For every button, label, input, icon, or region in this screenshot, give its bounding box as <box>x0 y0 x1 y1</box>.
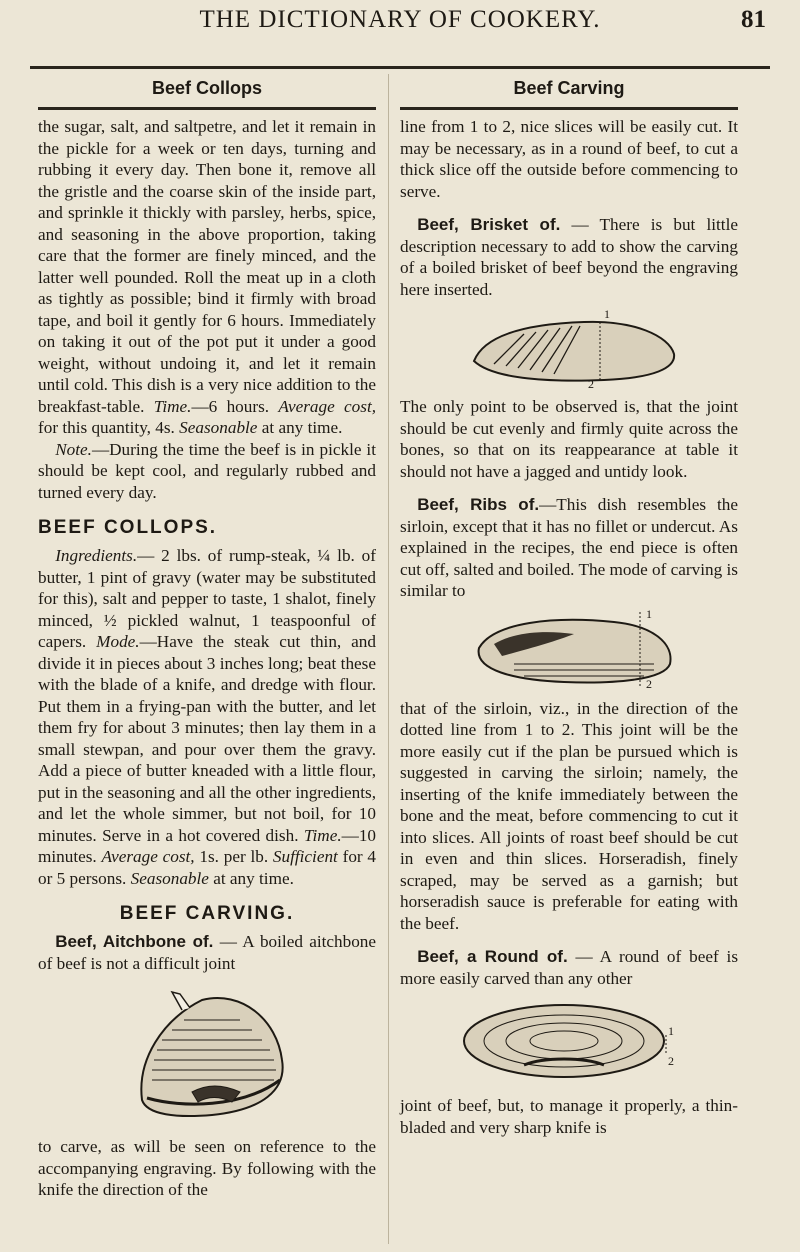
running-title: THE DICTIONARY OF COOKERY. <box>199 6 601 33</box>
left-column-heading: Beef Collops <box>151 78 262 98</box>
page-header <box>30 6 770 68</box>
collops-ingredients: Ingredients.— 2 lbs. of rump-steak, ¼ lb. of butter, 1 pint of gravy (water may be substituted for this), salt and pepper to taste, 1 shalot, finely minced, ½ pickled walnut, 1 teaspoonful of capers. Mode.—Have the steak cut thin, and divide it in pieces about 3 inches long; beat these with the blade of a knife, and dredge with flour. Put them in a frying-pan with the butter, and let them fry for about 3 minutes; then lay them in a small stewpan, and pour over them the gravy. Add a piece of butter kneaded with a little flour, put in the seasoning and all the other ingredients, and let the whole simmer, but not boil, for 10 minutes. Serve in a hot covered dish. Time.—10 minutes. Average cost, 1s. per lb. Sufficient for 4 or 5 persons. Seasonable at any time. <box>38 546 377 888</box>
right-column-heading: Beef Carving <box>513 78 625 98</box>
brisket-label-1: 1 <box>604 307 610 321</box>
note-paragraph: Note.—During the time the beef is in pickle it should be kept cool, and regularly rubbed and turned every day. <box>38 439 376 502</box>
left-column <box>38 74 376 1201</box>
left-heading-rule <box>38 107 376 110</box>
aitchbone-continued: to carve, as will be seen on reference to the accompanying engraving. By following with the knife the direction of the <box>38 1137 376 1199</box>
brisket-label-2: 2 <box>588 377 594 388</box>
brisket-engraving <box>454 306 684 388</box>
header-rule <box>30 66 770 69</box>
page-number: 81 <box>741 6 766 33</box>
round-after: joint of beef, but, to manage it properly, a thin-bladed and very sharp knife is <box>400 1096 738 1137</box>
brisket-paragraph: Beef, Brisket of. — There is but little description necessary to add to show the carving of a boiled brisket of beef beyond the engraving here inserted. <box>400 215 738 299</box>
aitchbone-engraving <box>122 980 292 1128</box>
right-column <box>400 74 738 1138</box>
ribs-after: that of the sirloin, viz., in the direction of the dotted line from 1 to 2. This joint will be the more easily cut if the plan be pursued which is suggested in carving the sirloin; namely, the inserting of the knife immediately between the bone and the meat, before commencing to cut it into slices. All joints of roast beef should be cut in even and thin slices. Horseradish, finely scraped, may be served as a garnish; but horseradish sauce is preferable for eating with the beef. <box>400 698 738 933</box>
aitchbone-end-paragraph: line from 1 to 2, nice slices will be easily cut. It may be necessary, as in a round of beef, to cut a thick slice off the outside before commencing to serve. <box>400 117 738 201</box>
round-label-2: 2 <box>668 1054 674 1068</box>
ribs-label-2: 2 <box>646 676 652 690</box>
aitchbone-paragraph: Beef, Aitchbone of. — A boiled aitchbone of beef is not a difficult joint <box>38 932 377 973</box>
ribs-paragraph: Beef, Ribs of.—This dish resembles the sirloin, except that it has no fillet or undercut. As explained in the recipes, the end piece is often cut off, salted and boiled. The mode of carving is similar to <box>400 495 739 600</box>
round-engraving <box>454 995 684 1087</box>
ribs-label-1: 1 <box>646 607 652 621</box>
column-divider <box>388 74 389 1244</box>
ribs-engraving <box>454 608 684 690</box>
beef-carving-title: BEEF CARVING. <box>119 903 295 924</box>
pickled-beef-paragraph: the sugar, salt, and saltpetre, and let it remain in the pickle for a week or ten days, turning and rubbing it every day. Then bone it, remove all the gristle and the coarse skin of the inside part, and sprinkle it thickly with parsley, herbs, spice, and seasoning in the above proportion, taking care that the former are finely minced, and the latter well pounded. Roll the meat up in a cloth as tightly as possible; bind it firmly with broad tape, and boil it gently for 6 hours. Immediately on taking it out of the pot put it under a good weight, without undoing it, and let it remain until cold. This dish is a very nice addition to the breakfast-table. Time.—6 hours. Average cost, for this quantity, 4s. Seasonable at any time. <box>38 117 377 437</box>
brisket-after: The only point to be observed is, that the joint should be cut evenly and firmly quite across the bones, so that on its reappearance at table it should not have a jagged and untidy look. <box>400 397 738 481</box>
round-paragraph: Beef, a Round of. — A round of beef is more easily carved than any other <box>400 947 739 988</box>
right-heading-rule <box>400 107 738 110</box>
beef-collops-title: BEEF COLLOPS. <box>38 517 218 538</box>
round-label-1: 1 <box>668 1024 674 1038</box>
